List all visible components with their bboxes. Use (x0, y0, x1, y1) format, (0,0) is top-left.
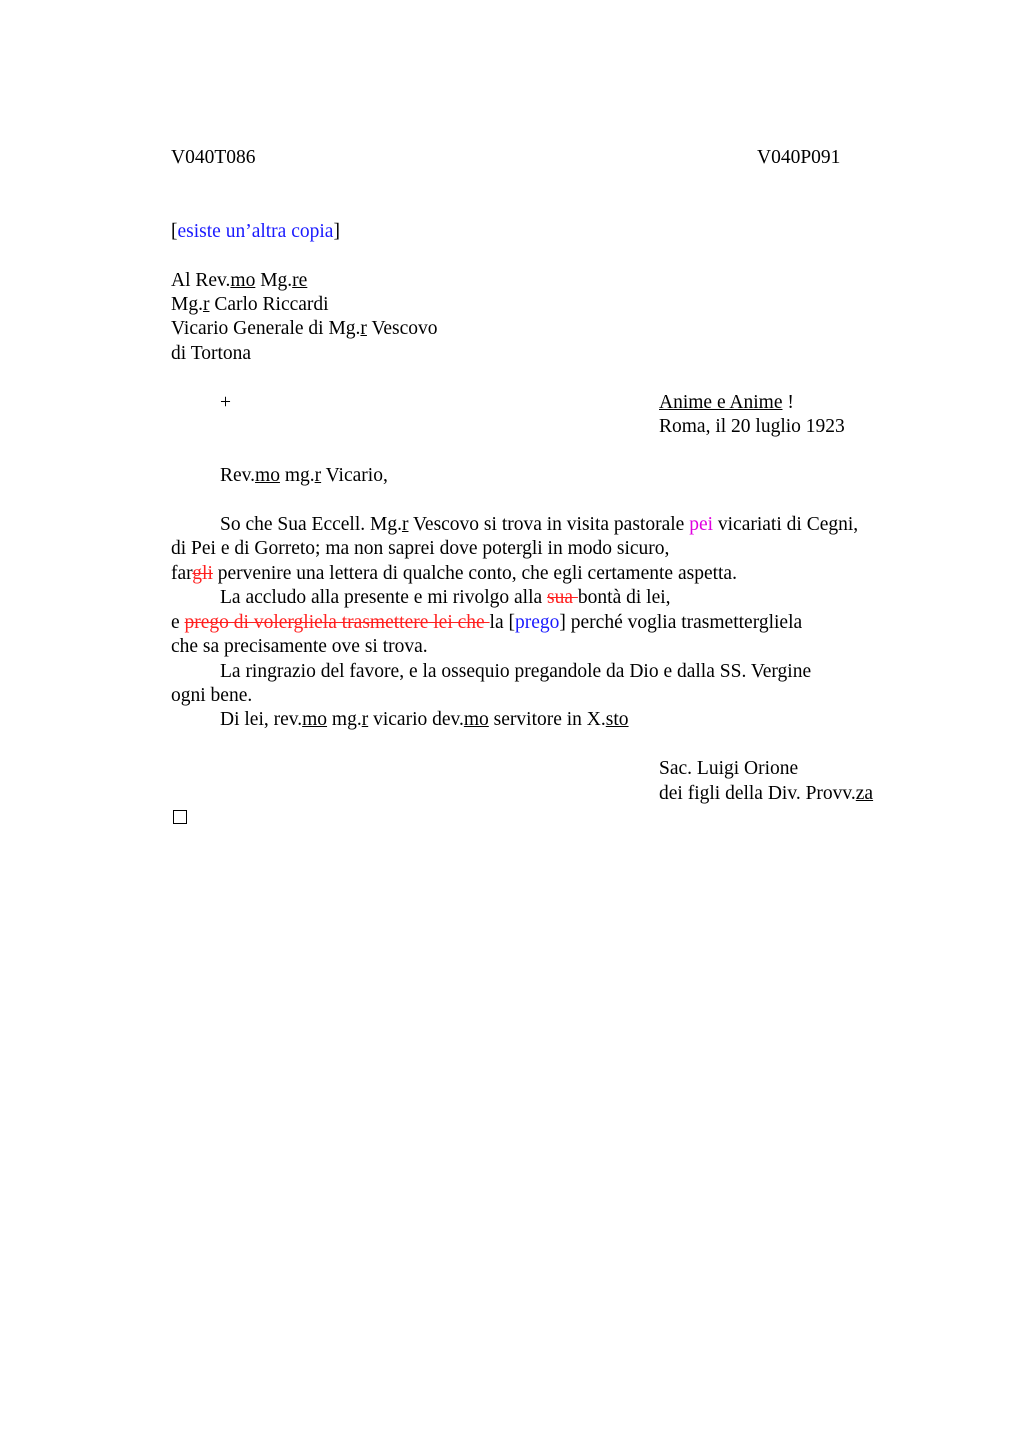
body-line-4: La accludo alla presente e mi rivolgo alla sua bontà di lei, (220, 587, 671, 608)
body-line-7: La ringrazio del favore, e la ossequio pregandole da Dio e dalla SS. Vergine (220, 661, 812, 682)
body-line-3: fargli pervenire una lettera di qualche conto, che egli certamente aspetta. (171, 563, 737, 584)
document-code-right: V040P091 (757, 147, 841, 168)
editorial-note (171, 220, 340, 244)
motto: Anime e Anime ! (659, 392, 794, 413)
address-line-3: Vicario Generale di Mg.r Vescovo (171, 318, 438, 339)
place-date: Roma, il 20 luglio 1923 (659, 416, 845, 437)
document-code-left: V040T086 (171, 147, 256, 168)
note-text: esiste un’altra copia (177, 221, 334, 242)
signature-line-2: dei figli della Div. Provv.za (659, 783, 874, 804)
signature-line-1: Sac. Luigi Orione (659, 758, 799, 779)
salutation: Rev.mo mg.r Vicario, (220, 465, 388, 486)
end-of-document-box-icon (173, 810, 187, 824)
editorial-insertion: prego (515, 612, 560, 633)
closing-line: Di lei, rev.mo mg.r vicario dev.mo servitore in X.sto (220, 709, 629, 730)
body-line-5: e prego di volergliela trasmettere lei che la [prego] perché voglia trasmettergliela (171, 612, 803, 633)
deleted-text: sua (547, 587, 578, 608)
body-line-6: che sa precisamente ove si trova. (171, 636, 428, 657)
body-line-2: di Pei e di Gorreto; ma non saprei dove potergli in modo sicuro, (171, 538, 670, 559)
note-open-bracket: [ (171, 221, 178, 242)
note-close-bracket: ] (333, 221, 340, 242)
deleted-text: gli (192, 563, 213, 584)
address-line-2: Mg.r Carlo Riccardi (171, 294, 329, 315)
body-line-8: ogni bene. (171, 685, 253, 706)
address-line-4: di Tortona (171, 343, 252, 364)
address-line-1: Al Rev.mo Mg.re (171, 270, 308, 291)
cross-mark: + (220, 392, 231, 413)
inserted-word: pei (689, 514, 714, 535)
deleted-text: prego di volergliela trasmettere lei che (184, 612, 490, 633)
body-line-1: So che Sua Eccell. Mg.r Vescovo si trova in visita pastorale pei vicariati di Cegni, (220, 514, 859, 535)
